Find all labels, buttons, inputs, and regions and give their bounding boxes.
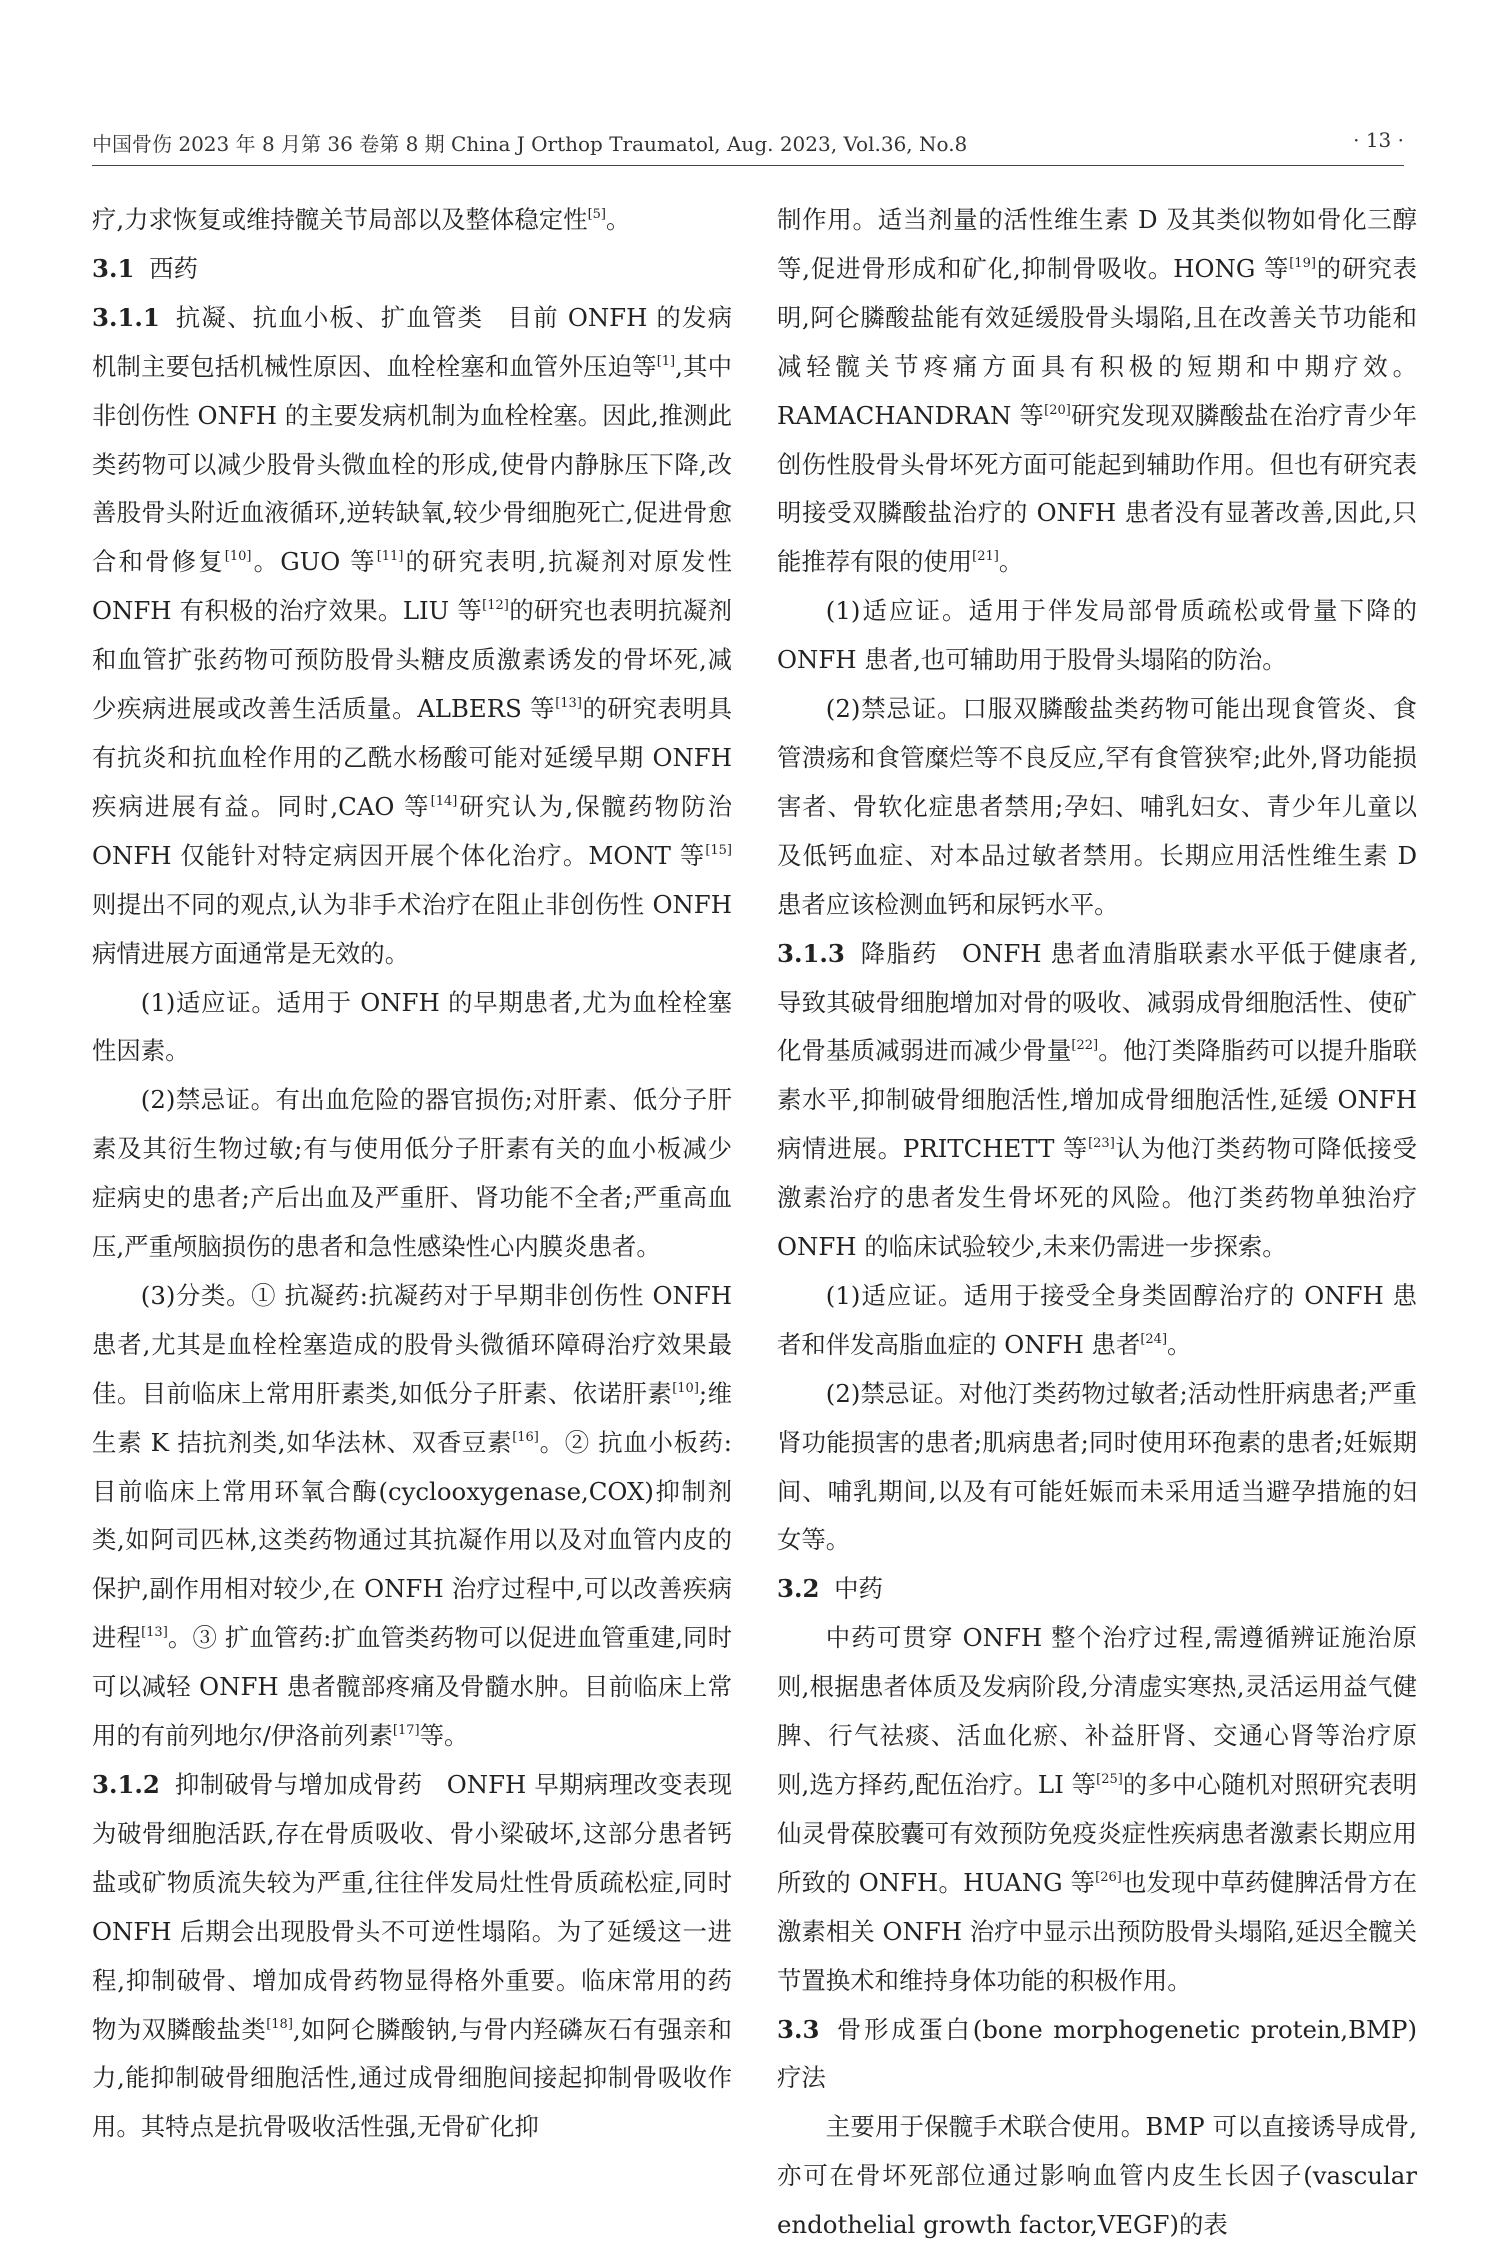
section-heading-3-3: 3.3 骨形成蛋白(bone morphogenetic protein,BMP)疗法 (777, 2014, 1417, 2093)
paragraph: 疗,力求恢复或维持髋关节局部以及整体稳定性[5]。 (92, 205, 631, 234)
subsection-number: 3.1.3 (777, 938, 845, 968)
subsection-3-1-2-paragraph: 3.1.2 抑制破骨与增加成骨药 ONFH 早期病理改变表现为破骨细胞活跃,存在骨质吸收、骨小梁破坏,这部分患者钙盐或矿物质流失较为严重,往往伴发局灶性骨质疏松症,同时 ONFH 后期会出现股骨头不可逆性塌陷。为了延缓这一进程,抑制破骨、增加成骨药物显得格外重要。临床常用的药物为双膦酸盐类[18],如阿仑膦酸钠,与骨内羟磷灰石有强亲和力,能抑制破骨细胞活性,通过成骨细胞间接起抑制骨吸收作用。其特点是抗骨吸收活性强,无骨矿化抑 (92, 1770, 732, 2142)
citation-ref[interactable]: [16] (512, 1429, 539, 1445)
left-column (92, 196, 732, 2152)
citation-ref[interactable]: [11] (376, 549, 404, 565)
citation-ref[interactable]: [10] (224, 549, 252, 565)
paragraph: (1)适应证。适用于伴发局部骨质疏松或骨量下降的 ONFH 患者,也可辅助用于股骨头塌陷的防治。 (777, 596, 1417, 675)
citation-ref[interactable]: [10] (672, 1380, 699, 1396)
subsection-title: 抑制破骨与增加成骨药 (174, 1770, 423, 1799)
citation-ref[interactable]: [13] (141, 1625, 168, 1641)
citation-ref[interactable]: [22] (1071, 1038, 1099, 1054)
paragraph: (2)禁忌证。对他汀类药物过敏者;活动性肝病患者;严重肾功能损害的患者;肌病患者;同时使用环孢素的患者;妊娠期间、哺乳期间,以及有可能妊娠而未采用适当避孕措施的妇女等。 (777, 1378, 1417, 1555)
paragraph: 制作用。适当剂量的活性维生素 D 及其类似物如骨化三醇等,促进骨形成和矿化,抑制骨吸收。HONG 等[19]的研究表明,阿仑膦酸盐能有效延缓股骨头塌陷,且在改善关节功能和减轻髋关节疼痛方面具有积极的短期和中期疗效。RAMACHANDRAN 等[20]研究发现双膦酸盐在治疗青少年创伤性股骨头骨坏死方面可能起到辅助作用。但也有研究表明接受双膦酸盐治疗的 ONFH 患者没有显著改善,因此,只能推荐有限的使用[21]。 (777, 205, 1417, 577)
section-heading-3-1: 3.1 西药 (92, 253, 198, 283)
citation-ref[interactable]: [1] (656, 353, 676, 369)
paragraph: (1)适应证。适用于接受全身类固醇治疗的 ONFH 患者和伴发高脂血症的 ONFH 患者[24]。 (777, 1280, 1417, 1359)
citation-ref[interactable]: [23] (1088, 1136, 1115, 1152)
section-heading-3-2: 3.2 中药 (777, 1574, 883, 1604)
running-head (92, 128, 1404, 166)
paragraph: (1)适应证。适用于 ONFH 的早期患者,尤为血栓栓塞性因素。 (92, 987, 732, 1066)
running-head-citation: 中国骨伤 2023 年 8 月第 36 卷第 8 期 China J Orthop Traumatol, Aug. 2023, Vol.36, No.8 (92, 132, 968, 156)
citation-ref[interactable]: [17] (392, 1723, 420, 1739)
citation-ref[interactable]: [14] (430, 793, 458, 809)
citation-ref[interactable]: [13] (555, 696, 582, 712)
citation-ref[interactable]: [26] (1095, 1869, 1122, 1885)
citation-ref[interactable]: [15] (705, 842, 732, 858)
citation-ref[interactable]: [20] (1044, 402, 1071, 418)
subsection-title: 降脂药 (859, 938, 938, 968)
paragraph: (2)禁忌证。口服双膦酸盐类药物可能出现食管炎、食管溃疡和食管糜烂等不良反应,罕有食管狭窄;此外,肾功能损害者、骨软化症患者禁用;孕妇、哺乳妇女、青少年儿童以及低钙血症、对本品过敏者禁用。长期应用活性维生素 D 患者应该检测血钙和尿钙水平。 (777, 694, 1417, 919)
citation-ref[interactable]: [5] (587, 207, 606, 222)
paragraph: (3)分类。① 抗凝药:抗凝药对于早期非创伤性 ONFH 患者,尤其是血栓栓塞造成的股骨头微循环障碍治疗效果最佳。目前临床上常用肝素类,如低分子肝素、依诺肝素[10];维生素 K 拮抗剂类,如华法林、双香豆素[16]。② 抗血小板药:目前临床上常用环氧合酶(cyclooxygenase,COX)抑制剂类,如阿司匹林,这类药物通过其抗凝作用以及对血管内皮的保护,副作用相对较少,在 ONFH 治疗过程中,可以改善疾病进程[13]。③ 扩血管药:扩血管类药物可以促进血管重建,同时可以减轻 ONFH 患者髋部疼痛及骨髓水肿。目前临床上常用的有前列地尔/伊洛前列素[17]等。 (92, 1280, 732, 1751)
paragraph: 中药可贯穿 ONFH 整个治疗过程,需遵循辨证施治原则,根据患者体质及发病阶段,分清虚实寒热,灵活运用益气健脾、行气祛痰、活血化瘀、补益肝肾、交通心肾等治疗原则,选方择药,配伍治疗。LI 等[25]的多中心随机对照研究表明仙灵骨葆胶囊可有效预防免疫炎症性疾病患者激素长期应用所致的 ONFH。HUANG 等[26]也发现中草药健脾活骨方在激素相关 ONFH 治疗中显示出预防股骨头塌陷,延迟全髋关节置换术和维持身体功能的积极作用。 (777, 1623, 1417, 1995)
right-column (777, 196, 1417, 2250)
subsection-title: 抗凝、抗血小板、扩血管类 (174, 302, 484, 332)
subsection-number: 3.1.1 (92, 302, 160, 332)
citation-ref[interactable]: [12] (482, 598, 509, 614)
citation-ref[interactable]: [21] (972, 549, 999, 565)
citation-ref[interactable]: [25] (1096, 1772, 1123, 1787)
subsection-3-1-3-paragraph: 3.1.3 降脂药 ONFH 患者血清脂联素水平低于健康者,导致其破骨细胞增加对骨的吸收、减弱成骨细胞活性、使矿化骨基质减弱进而减少骨量[22]。他汀类降脂药可以提升脂联素水平,抑制破骨细胞活性,增加成骨细胞活性,延缓 ONFH 病情进展。PRITCHETT 等[23]认为他汀类药物可降低接受激素治疗的患者发生骨坏死的风险。他汀类药物单独治疗 ONFH 的临床试验较少,未来仍需进一步探索。 (777, 938, 1417, 1262)
subsection-number: 3.1.2 (92, 1770, 160, 1799)
citation-ref[interactable]: [18] (266, 2016, 293, 2032)
page-number: · 13 · (1353, 128, 1404, 152)
paragraph: (2)禁忌证。有出血危险的器官损伤;对肝素、低分子肝素及其衍生物过敏;有与使用低分子肝素有关的血小板减少症病史的患者;产后出血及严重肝、肾功能不全者;严重高血压,严重颅脑损伤的患者和急性感染性心内膜炎患者。 (92, 1085, 732, 1262)
citation-ref[interactable]: [19] (1289, 255, 1316, 271)
subsection-3-1-1-paragraph: 3.1.1 抗凝、抗血小板、扩血管类 目前 ONFH 的发病机制主要包括机械性原因、血栓栓塞和血管外压迫等[1],其中非创伤性 ONFH 的主要发病机制为血栓栓塞。因此,推测此类药物可以减少股骨头微血栓的形成,使骨内静脉压下降,改善股骨头附近血液循环,逆转缺氧,较少骨细胞死亡,促进骨愈合和骨修复[10]。GUO 等[11]的研究表明,抗凝剂对原发性 ONFH 有积极的治疗效果。LIU 等[12]的研究也表明抗凝剂和血管扩张药物可预防股骨头糖皮质激素诱发的骨坏死,减少疾病进展或改善生活质量。ALBERS 等[13]的研究表明具有抗炎和抗血栓作用的乙酰水杨酸可能对延缓早期 ONFH 疾病进展有益。同时,CAO 等[14]研究认为,保髋药物防治 ONFH 仅能针对特定病因开展个体化治疗。MONT 等[15]则提出不同的观点,认为非手术治疗在阻止非创伤性 ONFH 病情进展方面通常是无效的。 (92, 302, 732, 968)
citation-ref[interactable]: [24] (1140, 1331, 1168, 1347)
paragraph: 主要用于保髋手术联合使用。BMP 可以直接诱导成骨,亦可在骨坏死部位通过影响血管内皮生长因子(vascular endothelial growth factor,VEGF)的表 (777, 2112, 1417, 2240)
